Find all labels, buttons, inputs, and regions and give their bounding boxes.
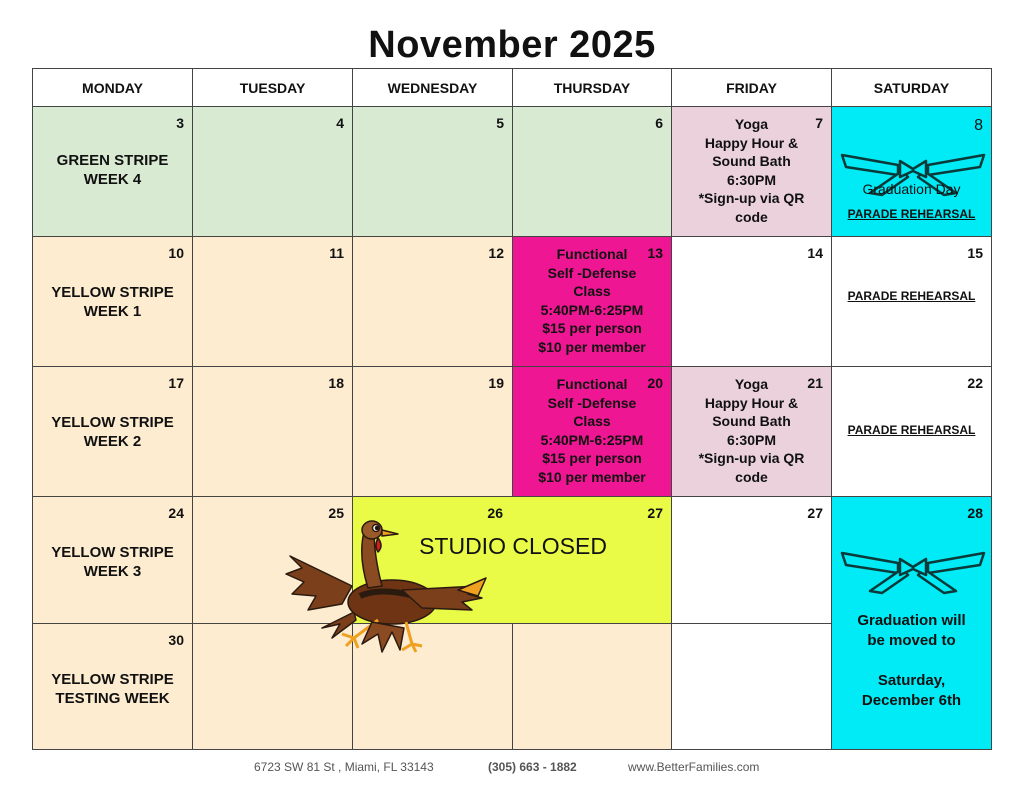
header-wednesday: WEDNESDAY — [352, 68, 513, 107]
yoga-event: Yoga Happy Hour & Sound Bath 6:30PM *Sign-up via QR code — [698, 116, 805, 225]
day-cell-5 — [352, 106, 513, 237]
day-number: 20 — [647, 375, 663, 391]
day-cell-17 — [32, 366, 193, 497]
day-cell-22 — [831, 366, 992, 497]
day-cell-13 — [512, 236, 672, 367]
day-cell-28 — [831, 496, 992, 750]
day-number: 14 — [807, 245, 823, 261]
parade-rehearsal-link[interactable]: PARADE REHEARSAL — [847, 207, 976, 221]
day-cell-7 — [671, 106, 832, 237]
graduation-moved-notice: Graduation will be moved to Saturday, December 6th — [857, 612, 966, 709]
day-number: 10 — [168, 245, 184, 261]
day-cell-18 — [192, 366, 353, 497]
day-number: 15 — [967, 245, 983, 261]
calendar-title: November 2025 — [368, 24, 656, 66]
day-cell-24 — [32, 496, 193, 624]
day-cell-4 — [192, 106, 353, 237]
day-number: 6 — [655, 115, 663, 131]
footer-address: 6723 SW 81 St , Miami, FL 33143 — [254, 760, 434, 774]
day-number: 3 — [176, 115, 184, 131]
day-cell-30 — [32, 623, 193, 750]
studio-closed-label: STUDIO CLOSED — [419, 533, 607, 559]
day-number: 24 — [168, 505, 184, 521]
day-cell-14 — [671, 236, 832, 367]
day-cell-21 — [671, 366, 832, 497]
footer-phone[interactable]: (305) 663 - 1882 — [488, 760, 577, 774]
day-cell-8 — [831, 106, 992, 237]
belt-stripe-label: YELLOW STRIPE WEEK 3 — [51, 544, 174, 580]
day-cell-20 — [512, 366, 672, 497]
belt-icon — [840, 547, 986, 595]
day-number: 30 — [168, 632, 184, 648]
self-defense-event: Functional Self -Defense Class 5:40PM-6:25PM $15 per person $10 per member — [538, 246, 646, 355]
header-thursday: THURSDAY — [512, 68, 672, 107]
footer-website[interactable]: www.BetterFamilies.com — [628, 760, 760, 774]
day-cell-12 — [352, 236, 513, 367]
day-number: 21 — [807, 375, 823, 391]
day-number: 8 — [974, 117, 983, 134]
empty-cell — [512, 623, 672, 750]
day-number: 12 — [488, 245, 504, 261]
day-number: 4 — [336, 115, 344, 131]
header-friday: FRIDAY — [671, 68, 832, 107]
day-number: 25 — [328, 505, 344, 521]
day-cell-15 — [831, 236, 992, 367]
turkey-illustration — [282, 516, 492, 656]
belt-stripe-label: YELLOW STRIPE TESTING WEEK — [51, 671, 174, 707]
day-number: 13 — [647, 245, 663, 261]
day-cell-6 — [512, 106, 672, 237]
day-number: 19 — [488, 375, 504, 391]
belt-stripe-label: GREEN STRIPE WEEK 4 — [56, 152, 169, 188]
day-number: 22 — [967, 375, 983, 391]
day-cell-19 — [352, 366, 513, 497]
belt-stripe-label: YELLOW STRIPE WEEK 1 — [51, 284, 174, 320]
calendar-grid — [32, 68, 992, 750]
header-tuesday: TUESDAY — [192, 68, 353, 107]
day-number: 26 — [487, 505, 503, 521]
day-cell-friday-week4 — [671, 496, 832, 624]
belt-stripe-label: YELLOW STRIPE WEEK 2 — [51, 414, 174, 450]
day-number: 27 — [807, 505, 823, 521]
parade-rehearsal-link[interactable]: PARADE REHEARSAL — [847, 289, 976, 303]
day-cell-11 — [192, 236, 353, 367]
graduation-day-label: Graduation Day — [862, 181, 961, 197]
day-number: 5 — [496, 115, 504, 131]
header-monday: MONDAY — [32, 68, 193, 107]
day-number: 7 — [815, 115, 823, 131]
day-number: 17 — [168, 375, 184, 391]
empty-cell — [671, 623, 832, 750]
day-number: 27 — [647, 505, 663, 521]
header-saturday: SATURDAY — [831, 68, 992, 107]
day-number: 28 — [967, 505, 983, 521]
day-number: 11 — [329, 245, 344, 261]
day-cell-3 — [32, 106, 193, 237]
day-cell-10 — [32, 236, 193, 367]
yoga-event: Yoga Happy Hour & Sound Bath 6:30PM *Sign-up via QR code — [698, 376, 805, 485]
day-number: 18 — [328, 375, 344, 391]
self-defense-event: Functional Self -Defense Class 5:40PM-6:25PM $15 per person $10 per member — [538, 376, 646, 485]
parade-rehearsal-link[interactable]: PARADE REHEARSAL — [847, 423, 976, 437]
